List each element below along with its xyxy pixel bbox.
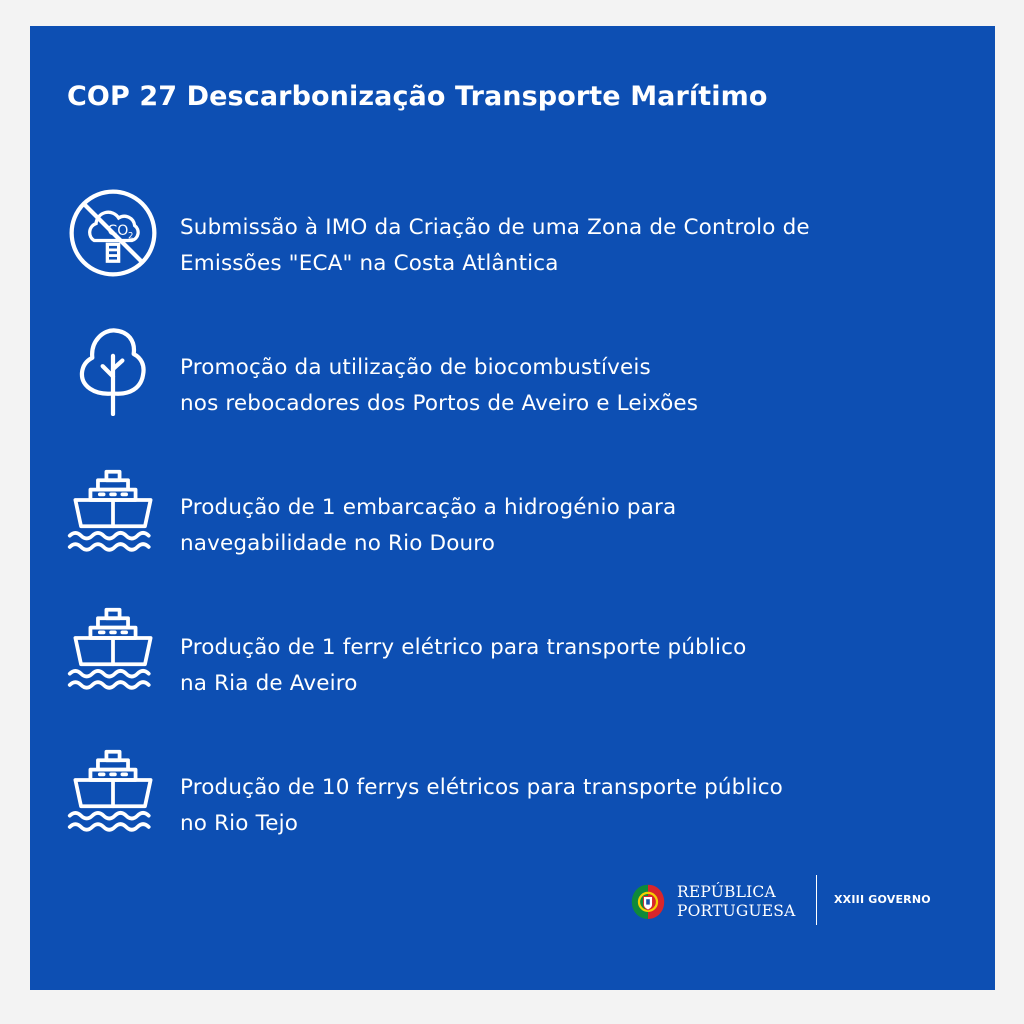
ship-icon <box>66 468 160 562</box>
svg-text:2: 2 <box>128 230 134 241</box>
footer-divider <box>816 875 817 925</box>
item-text-line: nos rebocadores dos Portos de Aveiro e Leixões <box>180 391 699 416</box>
item-text-line: navegabilidade no Rio Douro <box>180 531 496 556</box>
item-text-line: Produção de 1 embarcação a hidrogénio para <box>180 495 677 520</box>
ship-icon <box>66 748 160 842</box>
item-text-line: Produção de 1 ferry elétrico para transporte público <box>180 635 747 660</box>
item-text-line: Produção de 10 ferrys elétricos para transporte público <box>180 775 783 800</box>
ship-icon <box>66 606 160 700</box>
logo-line-portuguesa: PORTUGUESA <box>677 902 796 920</box>
item-text-line: na Ria de Aveiro <box>180 671 358 696</box>
page-title: COP 27 Descarbonização Transporte Marítimo <box>67 81 768 112</box>
government-logo <box>630 871 950 931</box>
svg-text:CO: CO <box>107 222 129 239</box>
tree-icon <box>66 322 160 416</box>
logo-line-republica: REPÚBLICA <box>677 883 776 901</box>
item-text-line: no Rio Tejo <box>180 811 298 836</box>
item-text-line: Submissão à IMO da Criação de uma Zona de Controlo de <box>180 215 810 240</box>
no-co2-icon <box>66 186 160 280</box>
portugal-emblem-icon <box>630 883 666 921</box>
government-label: XXIII GOVERNO <box>834 893 931 906</box>
item-text-line: Promoção da utilização de biocombustíveis <box>180 355 651 380</box>
infographic-card <box>30 26 995 990</box>
item-text-line: Emissões "ECA" na Costa Atlântica <box>180 251 559 276</box>
